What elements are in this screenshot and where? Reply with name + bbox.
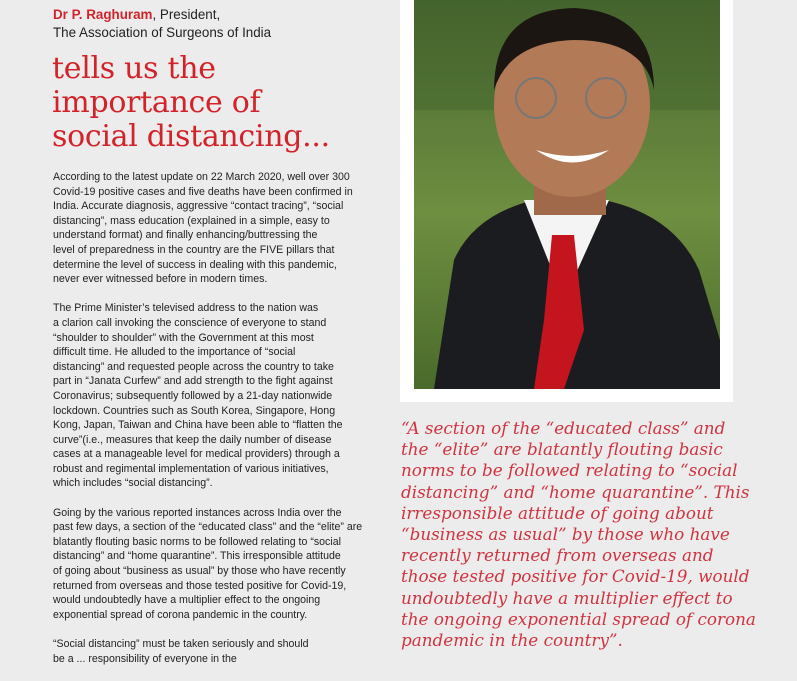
quote-line: pandemic in the country”.	[401, 630, 623, 651]
quote-line: the ongoing exponential spread of corona	[401, 608, 756, 629]
text-line: The Prime Minister’s televised address to the nation was	[53, 302, 319, 315]
paragraph	[53, 506, 383, 623]
text-line: “shoulder to shoulder” with the Government at this most	[53, 331, 314, 344]
quote-line: those tested positive for Covid-19, would	[401, 566, 750, 587]
headline-line: importance of	[52, 85, 261, 120]
quote-line: undoubtedly have a multiplier effect to	[401, 587, 733, 608]
author-org: The Association of Surgeons of India	[53, 25, 272, 40]
pull-quote	[401, 418, 756, 651]
portrait-photo	[400, 0, 733, 402]
quote-line: distancing” and “home quarantine”. This	[401, 481, 750, 502]
text-line: Going by the various reported instances across India over the	[53, 506, 342, 519]
text-line: which includes “social distancing”.	[53, 477, 213, 490]
text-line: part in “Janata Curfew” and add strength to the fight against	[53, 375, 333, 388]
text-line: distancing”, mass education (explained in a simple, easy to	[53, 214, 330, 227]
text-line: exponential spread of corona pandemic in the country.	[53, 608, 308, 621]
paragraph	[53, 637, 383, 666]
text-line: distancing” and “home quarantine”. This irresponsible attitude	[53, 550, 341, 563]
quote-line: the “elite” are blatantly flouting basic	[401, 439, 723, 460]
text-line: Coronavirus; subsequently followed by a 21-day nationwide	[53, 389, 333, 402]
text-line: cases at a manageable level for medical providers) through a	[53, 448, 340, 461]
paragraph	[53, 170, 383, 287]
text-line: be a ... responsibility of everyone in the	[53, 652, 237, 665]
quote-line: “business as usual” by those who have	[401, 524, 730, 545]
quote-line: norms to be followed relating to “social	[401, 460, 738, 481]
headline	[52, 52, 330, 154]
text-line: robust and regimental implementation of various initiatives,	[53, 462, 329, 475]
text-line: would undoubtedly have a multiplier effect to the ongoing	[53, 594, 321, 607]
text-line: Kong, Japan, Taiwan and China have been able to “flatten the	[53, 419, 343, 432]
text-line: level of preparedness in the country are the FIVE pillars that	[53, 243, 335, 256]
paragraph	[53, 301, 383, 491]
text-line: a clarion call invoking the conscience of everyone to stand	[53, 316, 327, 329]
quote-line: irresponsible attitude of going about	[401, 502, 714, 523]
byline	[53, 6, 271, 42]
text-line: of going about “business as usual” by those who have recently	[53, 565, 346, 578]
text-line: past few days, a section of the “educated class” and the “elite” are	[53, 521, 363, 534]
text-line: Covid-19 positive cases and five deaths have been confirmed in	[53, 185, 353, 198]
text-line: understand format) and finally enhancing/buttressing the	[53, 229, 318, 242]
text-line: distancing” and requested people across the country to take	[53, 360, 334, 373]
text-line: India. Accurate diagnosis, aggressive “contact tracing”, “social	[53, 200, 344, 213]
text-line: According to the latest update on 22 March 2020, well over 300	[53, 171, 350, 183]
quote-line: recently returned from overseas and	[401, 545, 714, 566]
author-title: , President,	[152, 7, 221, 22]
text-line: difficult time. He alluded to the importance of “social	[53, 346, 296, 359]
portrait-illustration	[414, 0, 720, 389]
text-line: curve”(i.e., measures that keep the daily number of disease	[53, 433, 332, 446]
text-line: never ever witnessed before in modern times.	[53, 273, 268, 286]
text-line: “Social distancing” must be taken seriously and should	[53, 638, 309, 650]
author-name: Dr P. Raghuram	[53, 7, 153, 22]
quote-line: “A section of the “educated class” and	[401, 418, 726, 438]
text-line: returned from overseas and those tested positive for Covid-19,	[53, 579, 347, 592]
headline-line: tells us the	[52, 51, 216, 86]
text-line: determine the level of success in dealing with this pandemic,	[53, 258, 337, 271]
headline-line: social distancing...	[52, 119, 330, 154]
text-line: blatantly flouting basic norms to be followed relating to “social	[53, 535, 341, 548]
article-body	[53, 170, 383, 681]
text-line: lockdown. Countries such as South Korea, Singapore, Hong	[53, 404, 336, 417]
